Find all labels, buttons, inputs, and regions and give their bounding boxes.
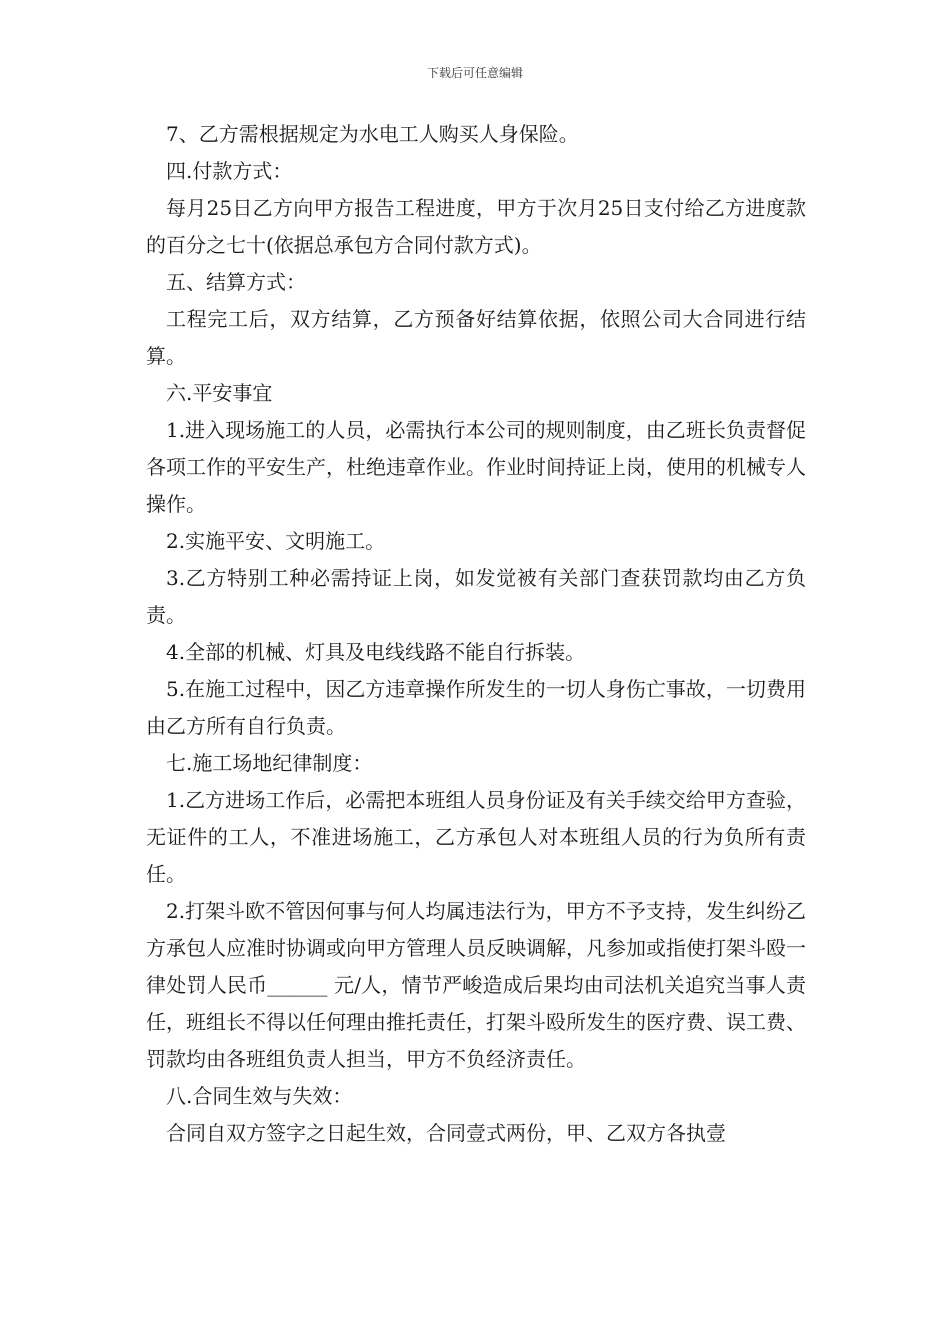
section-heading-site-discipline: 七.施工场地纪律制度： (166, 751, 373, 775)
discipline-clause-2: 2.打架斗欧不管因何事与何人均属违法行为，甲方不予支持，发生纠纷乙方承包人应准时协调或向甲方管理人员反映调解，凡参加或指使打架斗殴一律处罚人民币______ 元/人，情节严峻造成后果均由司法机关追究当事人责任，班组长不得以任何理由推托责任，打架斗殴所发生的医疗费、误工费、罚款均由各班组负责人担当，甲方不负经济责任。 (146, 899, 806, 1071)
settlement-terms: 工程完工后，双方结算，乙方预备好结算依据，依照公司大合同进行结算。 (146, 307, 806, 368)
safety-clause-5: 5.在施工过程中，因乙方违章操作所发生的一切人身伤亡事故，一切费用由乙方所有自行负责。 (146, 677, 806, 738)
safety-clause-1: 1.进入现场施工的人员，必需执行本公司的规则制度，由乙班长负责督促各项工作的平安生产，杜绝违章作业。作业时间持证上岗，使用的机械专人操作。 (146, 418, 806, 516)
document-body (146, 116, 806, 1152)
safety-clause-2: 2.实施平安、文明施工。 (166, 529, 386, 553)
payment-terms: 每月25日乙方向甲方报告工程进度，甲方于次月25日支付给乙方进度款的百分之七十(依据总承包方合同付款方式)。 (146, 196, 806, 257)
clause-7-insurance: 7、乙方需根据规定为水电工人购买人身保险。 (166, 122, 579, 146)
section-heading-payment: 四.付款方式： (166, 159, 293, 183)
section-heading-settlement: 五、结算方式： (166, 270, 306, 294)
effectiveness-terms: 合同自双方签字之日起生效，合同壹式两份，甲、乙双方各执壹 (166, 1121, 726, 1145)
section-heading-safety: 六.平安事宜 (166, 381, 273, 405)
safety-clause-4: 4.全部的机械、灯具及电线线路不能自行拆装。 (166, 640, 586, 664)
discipline-clause-1: 1.乙方进场工作后，必需把本班组人员身份证及有关手续交给甲方查验，无证件的工人，不准进场施工，乙方承包人对本班组人员的行为负所有责任。 (146, 788, 806, 886)
page-header-note: 下载后可任意编辑 (426, 66, 523, 80)
safety-clause-3: 3.乙方特别工种必需持证上岗，如发觉被有关部门查获罚款均由乙方负责。 (146, 566, 806, 627)
section-heading-effectiveness: 八.合同生效与失效： (166, 1084, 353, 1108)
